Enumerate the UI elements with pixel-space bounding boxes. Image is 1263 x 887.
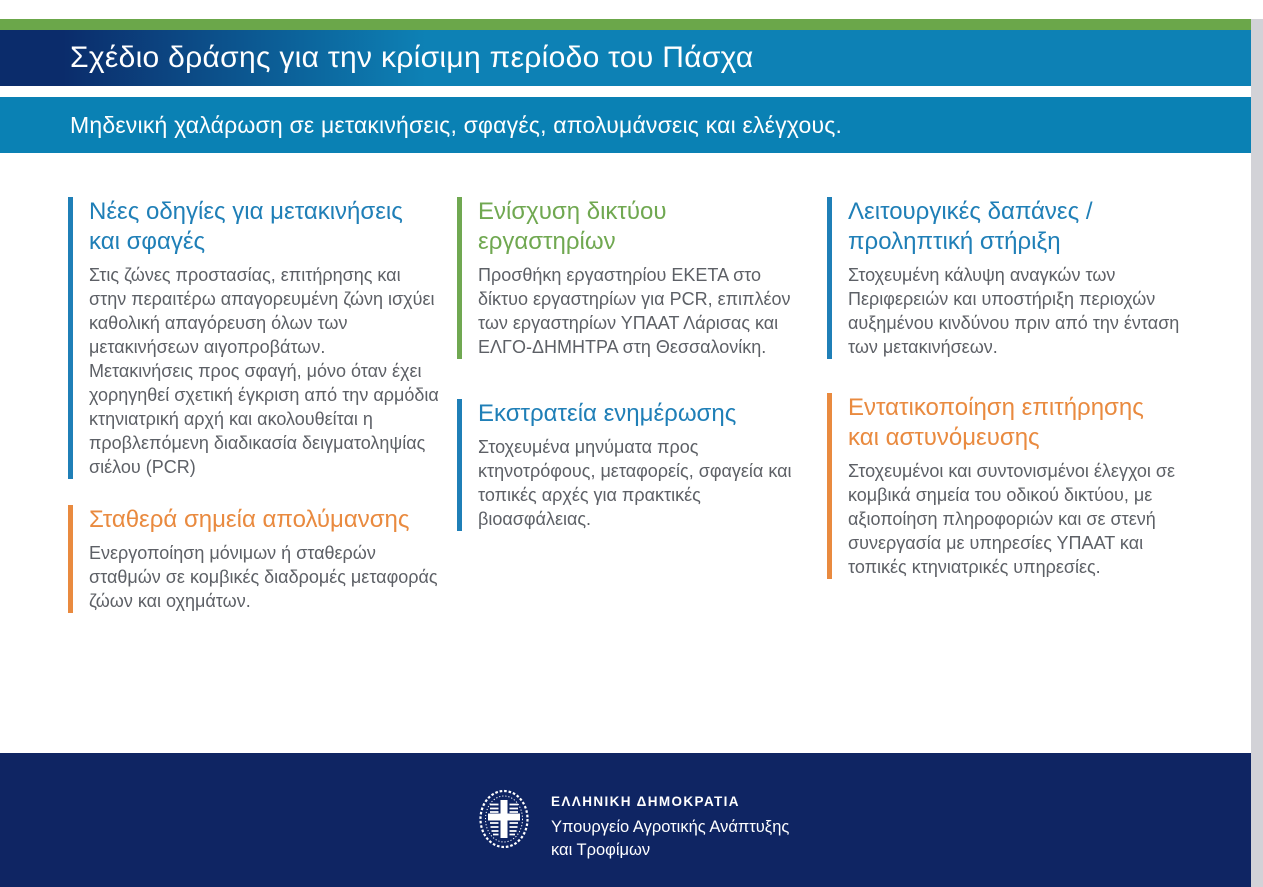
page-title: Σχέδιο δράσης για την κρίσιμη περίοδο του Πάσχα — [70, 41, 754, 74]
footer-bar — [0, 753, 1251, 887]
block-heading: Εντατικοποίηση επιτήρησης και αστυνόμευσης — [848, 394, 1144, 451]
block-heading: Νέες οδηγίες για μετακινήσεις και σφαγές — [89, 198, 403, 255]
block-operational-expenses — [827, 197, 1181, 359]
block-surveillance-policing — [827, 393, 1181, 579]
page-edge-strip — [1251, 19, 1263, 887]
block-paragraph: Προσθήκη εργαστηρίου ΕΚΕΤΑ στο δίκτυο εργαστηρίων για PCR, επιπλέον των εργαστηρίων ΥΠΑΑΤ Λάρισας και ΕΛΓΟ-ΔΗΜΗΤΡΑ στη Θεσσαλονίκη. — [478, 265, 791, 357]
subheader-text: Μηδενική χαλάρωση σε μετακινήσεις, σφαγές, απολυμάνσεις και ελέγχους. — [70, 111, 843, 138]
block-heading: Σταθερά σημεία απολύμανσης — [89, 506, 410, 533]
block-information-campaign — [457, 399, 807, 531]
block-heading: Ενίσχυση δικτύου εργαστηρίων — [478, 198, 667, 255]
footer-branding — [478, 789, 1251, 862]
block-paragraph: Στοχευμένοι και συντονισμένοι έλεγχοι σε κομβικά σημεία του οδικού δικτύου, με αξιοποίηση πληροφοριών και σε στενή συνεργασία με υπηρεσίες ΥΠΑΑΤ και τοπικές κτηνιατρικές υπηρεσίες. — [848, 461, 1176, 577]
column-3 — [827, 197, 1181, 579]
header-bar — [0, 30, 1251, 86]
footer-ministry-line2: και Τροφίμων — [551, 841, 651, 859]
top-green-bar — [0, 19, 1251, 30]
column-2 — [457, 197, 807, 531]
block-paragraph: Στις ζώνες προστασίας, επιτήρησης και στην περαιτέρω απαγορευμένη ζώνη ισχύει καθολική απαγόρευση όλων των μετακινήσεων αιγοπροβάτων. — [89, 265, 435, 357]
block-movement-guidelines — [68, 197, 440, 479]
block-paragraph: Στοχευμένα μηνύματα προς κτηνοτρόφους, μεταφορείς, σφαγεία και τοπικές αρχές για πρακτικές βιοασφάλειας. — [478, 437, 792, 529]
block-heading: Λειτουργικές δαπάνες / προληπτική στήριξη — [848, 198, 1093, 255]
subheader-bar — [0, 97, 1251, 153]
column-1 — [68, 197, 440, 613]
block-paragraph: Ενεργοποίηση μόνιμων ή σταθερών σταθμών σε κομβικές διαδρομές μεταφοράς ζώων και οχημάτων. — [89, 543, 438, 611]
block-paragraph: Μετακινήσεις προς σφαγή, μόνο όταν έχει χορηγηθεί σχετική έγκριση από την αρμόδια κτηνιατρική αρχή και ακολουθείται η προβλεπόμενη διαδικασία δειγματοληψίας σιέλου (PCR) — [89, 361, 439, 477]
block-disinfection-points — [68, 505, 440, 613]
block-heading: Εκστρατεία ενημέρωσης — [478, 400, 737, 427]
block-lab-network — [457, 197, 807, 359]
block-paragraph: Στοχευμένη κάλυψη αναγκών των Περιφερειών και υποστήριξη περιοχών αυξημένου κινδύνου πριν από την ένταση των μετακινήσεων. — [848, 265, 1180, 357]
footer-republic-label: ΕΛΛΗΝΙΚΗ ΔΗΜΟΚΡΑΤΙΑ — [551, 794, 740, 809]
footer-ministry-line1: Υπουργείο Αγροτικής Ανάπτυξης — [551, 818, 790, 836]
hellenic-republic-emblem-icon — [478, 789, 530, 854]
footer-text — [551, 789, 789, 862]
